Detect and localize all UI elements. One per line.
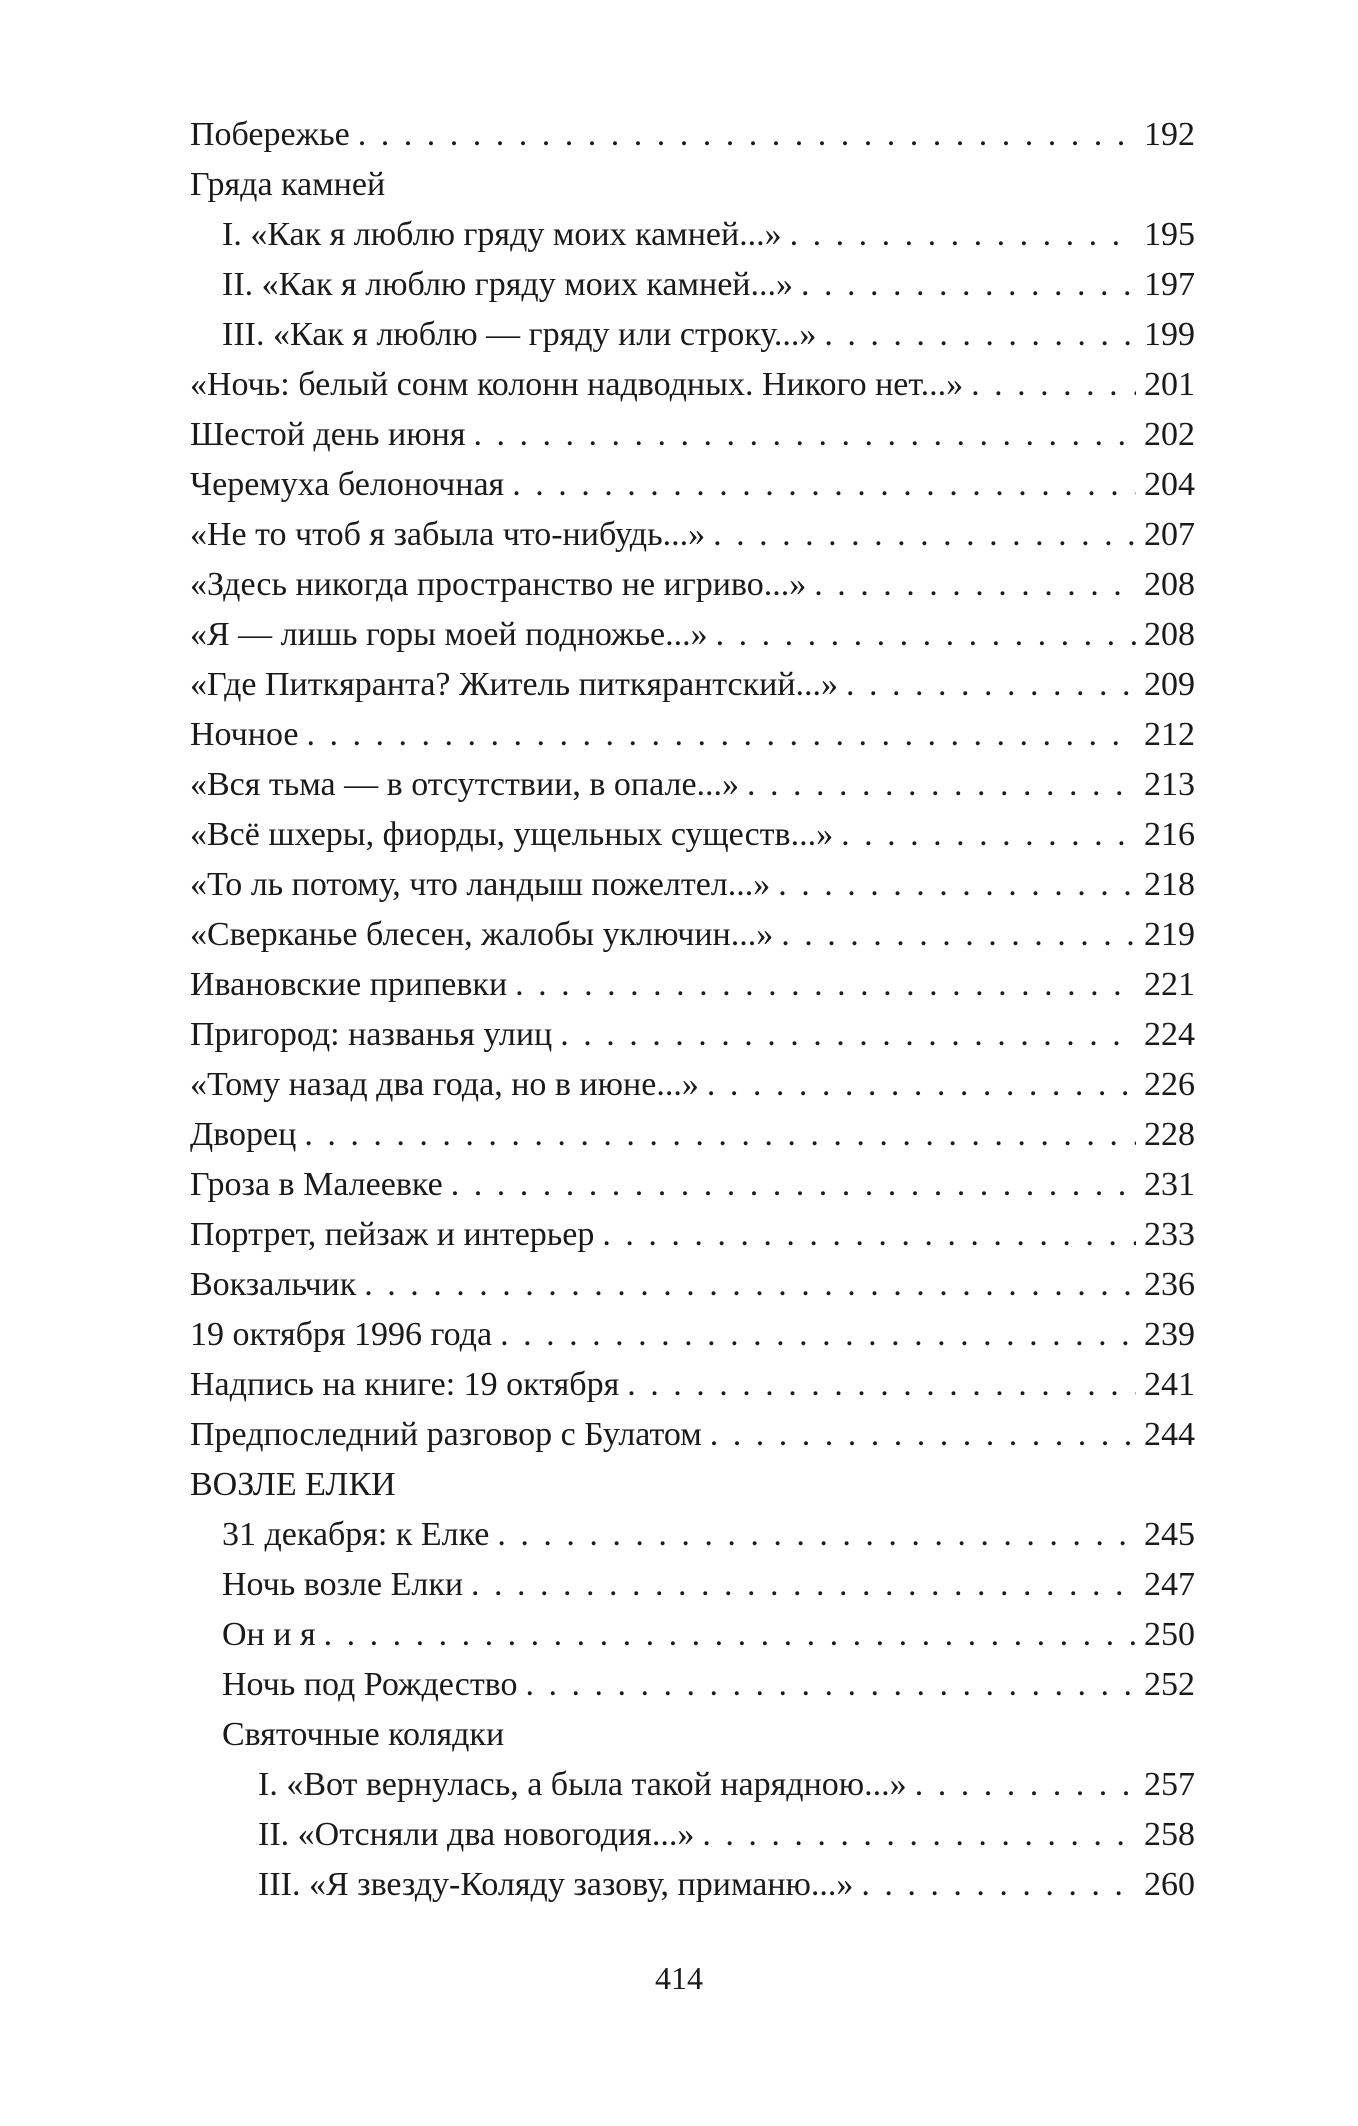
toc-entry-title: Ночь под Рождество [222, 1666, 518, 1703]
toc-entry [190, 710, 1195, 760]
dot-leader [716, 610, 1136, 660]
toc-entry-page: 195 [1144, 216, 1195, 253]
toc-entry-page: 224 [1144, 1016, 1195, 1053]
toc-entry [190, 1760, 1195, 1810]
toc-entry [190, 1510, 1195, 1560]
toc-entry [190, 860, 1195, 910]
toc-entry [190, 1010, 1195, 1060]
toc-entry-page: 231 [1144, 1166, 1195, 1203]
toc-entry-page: 247 [1144, 1566, 1195, 1603]
toc-entry-title: Вокзальчик [190, 1266, 357, 1303]
toc-entry-title: «Я — лишь горы моей подножье...» [190, 616, 708, 653]
toc-entry [190, 1210, 1195, 1260]
dot-leader [324, 1610, 1136, 1660]
dot-leader [497, 1510, 1136, 1560]
dot-leader [915, 1760, 1136, 1810]
dot-leader [781, 910, 1136, 960]
dot-leader [790, 210, 1136, 260]
toc-entry-title: Дворец [190, 1116, 297, 1153]
dot-leader [778, 860, 1136, 910]
dot-leader [801, 260, 1136, 310]
toc-entry [190, 510, 1195, 560]
toc-entry-title: Надпись на книге: 19 октября [190, 1366, 620, 1403]
toc-entry [190, 1160, 1195, 1210]
dot-leader [602, 1210, 1136, 1260]
dot-leader [824, 310, 1136, 360]
toc-entry [190, 1660, 1195, 1710]
toc-entry-title: «Сверканье блесен, жалобы уключин...» [190, 916, 774, 953]
toc-entry [190, 1360, 1195, 1410]
toc-section-heading [190, 1710, 1195, 1760]
toc-entry-title: Портрет, пейзаж и интерьер [190, 1216, 595, 1253]
toc-entry-title: Ночное [190, 716, 299, 753]
toc-entry-title: Гроза в Малеевке [190, 1166, 443, 1203]
dot-leader [702, 1810, 1136, 1860]
toc-entry-title: Пригород: названья улиц [190, 1016, 553, 1053]
toc-entry-page: 221 [1144, 966, 1195, 1003]
toc-entry-page: 208 [1144, 566, 1195, 603]
dot-leader [846, 660, 1136, 710]
dot-leader [707, 1060, 1136, 1110]
toc-entry-title: «Всё шхеры, фиорды, ущельных существ...» [190, 816, 834, 853]
toc-entry-page: 201 [1144, 366, 1195, 403]
toc-entry-title: II. «Отсняли два новогодия...» [258, 1816, 695, 1853]
toc-entry-page: 204 [1144, 466, 1195, 503]
toc-entry-page: 244 [1144, 1416, 1195, 1453]
toc-entry-page: 239 [1144, 1316, 1195, 1353]
dot-leader [526, 1660, 1136, 1710]
toc-entry-page: 199 [1144, 316, 1195, 353]
toc-entry-page: 226 [1144, 1066, 1195, 1103]
toc-entry-page: 250 [1144, 1616, 1195, 1653]
toc-entry-title: Ночь возле Елки [222, 1566, 464, 1603]
toc-entry [190, 1860, 1195, 1910]
toc-entry [190, 660, 1195, 710]
toc-entry-page: 197 [1144, 266, 1195, 303]
toc-entry [190, 1810, 1195, 1860]
toc-section-heading [190, 1460, 1195, 1510]
toc-entry-page: 207 [1144, 516, 1195, 553]
toc-entry [190, 1560, 1195, 1610]
page-number: 414 [655, 1960, 703, 1996]
toc-entry-title: II. «Как я люблю гряду моих камней...» [222, 266, 793, 303]
toc-entry-title: «Где Питкяранта? Житель питкярантский...» [190, 666, 839, 703]
toc-entry-title: «Тому назад два года, но в июне...» [190, 1066, 699, 1103]
dot-leader [560, 1010, 1136, 1060]
toc-entry-page: 209 [1144, 666, 1195, 703]
toc-entry-page: 257 [1144, 1766, 1195, 1803]
toc-entry-title: «Не то чтоб я забыла что-нибудь...» [190, 516, 706, 553]
toc-entry [190, 1310, 1195, 1360]
table-of-contents [190, 110, 1195, 1910]
toc-entry [190, 460, 1195, 510]
toc-entry-page: 236 [1144, 1266, 1195, 1303]
toc-entry [190, 810, 1195, 860]
toc-entry [190, 1260, 1195, 1310]
toc-entry-title: Святочные колядки [222, 1716, 505, 1753]
dot-leader [358, 110, 1136, 160]
toc-entry-page: 258 [1144, 1816, 1195, 1853]
toc-entry-page: 245 [1144, 1516, 1195, 1553]
toc-entry-page: 219 [1144, 916, 1195, 953]
dot-leader [841, 810, 1136, 860]
toc-entry-title: Гряда камней [190, 166, 386, 203]
toc-entry-title: Предпоследний разговор с Булатом [190, 1416, 702, 1453]
toc-entry [190, 610, 1195, 660]
toc-entry-title: I. «Как я люблю гряду моих камней...» [222, 216, 782, 253]
toc-entry-title: «Вся тьма — в отсутствии, в опале...» [190, 766, 740, 803]
toc-entry-title: 19 октября 1996 года [190, 1316, 493, 1353]
toc-entry [190, 360, 1195, 410]
toc-entry-title: III. «Я звезду-Коляду зазову, приманю...» [258, 1866, 854, 1903]
toc-entry [190, 110, 1195, 160]
toc-entry-title: I. «Вот вернулась, а была такой нарядною...» [258, 1766, 907, 1803]
toc-entry-title: Он и я [222, 1616, 316, 1653]
toc-entry-page: 213 [1144, 766, 1195, 803]
dot-leader [713, 510, 1136, 560]
toc-entry-page: 233 [1144, 1216, 1195, 1253]
toc-entry-title: Шестой день июня [190, 416, 466, 453]
toc-entry [190, 1410, 1195, 1460]
toc-entry-title: «Ночь: белый сонм колонн надводных. Никого нет...» [190, 366, 964, 403]
toc-entry-title: «Здесь никогда пространство не игриво...» [190, 566, 807, 603]
dot-leader [814, 560, 1136, 610]
toc-entry-title: Черемуха белоночная [190, 466, 505, 503]
toc-entry-page: 260 [1144, 1866, 1195, 1903]
dot-leader [627, 1360, 1136, 1410]
dot-leader [304, 1110, 1136, 1160]
dot-leader [710, 1410, 1136, 1460]
toc-entry-page: 241 [1144, 1366, 1195, 1403]
toc-section-heading [190, 160, 1195, 210]
toc-entry-page: 218 [1144, 866, 1195, 903]
toc-entry-title: Побережье [190, 116, 350, 153]
toc-entry-title: ВОЗЛЕ ЕЛКИ [190, 1466, 396, 1503]
toc-entry-title: 31 декабря: к Елке [222, 1516, 490, 1553]
toc-entry-page: 202 [1144, 416, 1195, 453]
toc-entry-title: Ивановские припевки [190, 966, 508, 1003]
toc-entry-page: 212 [1144, 716, 1195, 753]
dot-leader [512, 460, 1136, 510]
toc-entry-page: 192 [1144, 116, 1195, 153]
dot-leader [500, 1310, 1136, 1360]
toc-entry-page: 252 [1144, 1666, 1195, 1703]
toc-entry [190, 910, 1195, 960]
dot-leader [473, 410, 1136, 460]
toc-entry-page: 228 [1144, 1116, 1195, 1153]
dot-leader [747, 760, 1136, 810]
toc-entry [190, 1110, 1195, 1160]
dot-leader [306, 710, 1136, 760]
dot-leader [861, 1860, 1136, 1910]
toc-entry [190, 560, 1195, 610]
dot-leader [971, 360, 1136, 410]
dot-leader [451, 1160, 1136, 1210]
toc-entry [190, 260, 1195, 310]
toc-entry-page: 208 [1144, 616, 1195, 653]
toc-entry [190, 310, 1195, 360]
dot-leader [515, 960, 1136, 1010]
toc-entry [190, 760, 1195, 810]
toc-entry-page: 216 [1144, 816, 1195, 853]
toc-entry [190, 1610, 1195, 1660]
toc-entry [190, 410, 1195, 460]
toc-entry-title: «То ль потому, что ландыш пожелтел...» [190, 866, 771, 903]
toc-entry [190, 1060, 1195, 1110]
toc-entry [190, 960, 1195, 1010]
dot-leader [364, 1260, 1136, 1310]
dot-leader [471, 1560, 1136, 1610]
toc-entry-title: III. «Как я люблю — гряду или строку...» [222, 316, 817, 353]
toc-entry [190, 210, 1195, 260]
